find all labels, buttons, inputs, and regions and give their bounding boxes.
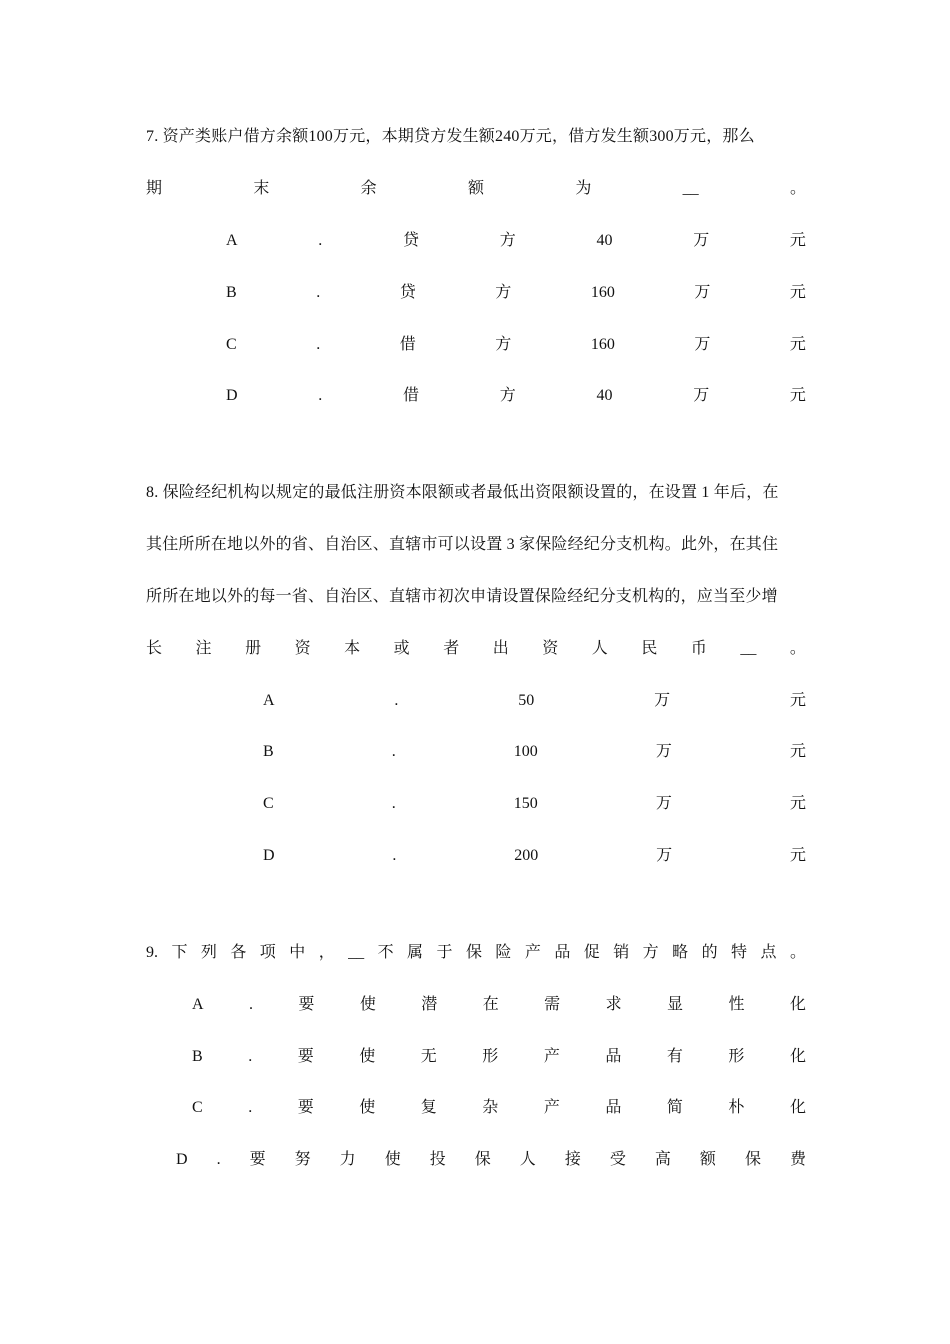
- text-token: 方: [495, 284, 512, 301]
- text-token: A: [192, 996, 204, 1013]
- q7-option-c: [226, 333, 806, 357]
- text-token: B: [263, 743, 274, 760]
- text-token: 借: [403, 387, 420, 404]
- text-token: 需: [544, 996, 561, 1013]
- text-token: .: [391, 795, 396, 812]
- text-token: .: [316, 336, 321, 353]
- text-token: 元: [789, 847, 806, 864]
- text-token: 杂: [482, 1099, 499, 1116]
- text-token: 略: [672, 944, 689, 961]
- text-token: 化: [789, 1048, 806, 1065]
- text-token: 中: [289, 944, 306, 961]
- text-token: 要: [297, 1099, 314, 1116]
- text-token: .: [248, 1048, 253, 1065]
- text-token: 特: [731, 944, 748, 961]
- text-token: 资: [294, 640, 311, 657]
- text-token: 努: [294, 1151, 311, 1168]
- text-token: 40: [596, 387, 613, 404]
- q7-option-d: [226, 384, 806, 408]
- text-token: B: [192, 1048, 203, 1065]
- text-token: 无: [420, 1048, 437, 1065]
- text-token: 要: [249, 1151, 266, 1168]
- text-token: B: [226, 284, 237, 301]
- text-token: 150: [513, 795, 538, 812]
- text-token: 促: [583, 944, 600, 961]
- text-token: A: [226, 232, 238, 249]
- text-token: 元: [789, 232, 806, 249]
- text-token: 不: [377, 944, 394, 961]
- text-token: 化: [789, 1099, 806, 1116]
- text-token: C: [226, 336, 237, 353]
- text-token: .: [394, 692, 399, 709]
- q9-option-a: [192, 993, 806, 1017]
- text-token: D: [176, 1151, 188, 1168]
- answer-blank: __: [682, 180, 699, 197]
- answer-blank: __: [348, 944, 365, 961]
- text-token: 万: [655, 743, 672, 760]
- text-token: 的: [701, 944, 718, 961]
- text-token: 元: [789, 387, 806, 404]
- text-token: 项: [259, 944, 276, 961]
- text-token: 性: [728, 996, 745, 1013]
- text-token: .: [318, 387, 323, 404]
- text-token: 出: [492, 640, 509, 657]
- text-token: 化: [789, 996, 806, 1013]
- text-token: ，: [318, 944, 335, 961]
- text-token: 160: [590, 284, 615, 301]
- text-token: 为: [575, 180, 592, 197]
- text-token: 方: [495, 336, 512, 353]
- text-token: 高: [654, 1151, 671, 1168]
- text-token: 万: [656, 847, 673, 864]
- text-token: 于: [436, 944, 453, 961]
- text-token: 贷: [403, 232, 420, 249]
- text-token: 万: [694, 284, 711, 301]
- text-token: .: [248, 1099, 253, 1116]
- text-token: .: [248, 996, 253, 1013]
- text-token: 使: [384, 1151, 401, 1168]
- text-token: 注: [195, 640, 212, 657]
- q8-option-b: [263, 740, 806, 764]
- text-token: 点: [760, 944, 777, 961]
- text-token: 复: [420, 1099, 437, 1116]
- text-token: 费: [789, 1151, 806, 1168]
- text-token: 各: [230, 944, 247, 961]
- text-token: 产: [543, 1048, 560, 1065]
- text-token: C: [192, 1099, 203, 1116]
- text-token: 期: [146, 180, 163, 197]
- text-token: 受: [609, 1151, 626, 1168]
- text-token: 简: [666, 1099, 683, 1116]
- text-token: 或: [393, 640, 410, 657]
- text-token: 属: [407, 944, 424, 961]
- text-token: 人: [519, 1151, 536, 1168]
- text-token: 余: [360, 180, 377, 197]
- text-token: 万: [693, 232, 710, 249]
- text-token: 9.: [146, 944, 158, 961]
- q8-option-c: [263, 792, 806, 816]
- text-token: 万: [694, 336, 711, 353]
- text-token: 求: [605, 996, 622, 1013]
- text-token: 160: [590, 336, 615, 353]
- text-token: 100: [513, 743, 538, 760]
- text-token: 借: [399, 336, 416, 353]
- q9-option-c: [192, 1096, 806, 1120]
- text-token: 元: [789, 336, 806, 353]
- text-token: .: [391, 743, 396, 760]
- q8-option-a: [263, 689, 806, 713]
- text-token: 贷: [399, 284, 416, 301]
- q9-stem-line-1: [146, 941, 806, 965]
- text-token: 品: [605, 1048, 622, 1065]
- text-token: .: [318, 232, 323, 249]
- text-token: .: [392, 847, 397, 864]
- text-token: 显: [667, 996, 684, 1013]
- text-token: 册: [245, 640, 262, 657]
- q9-option-b: [192, 1045, 806, 1069]
- text-token: 有: [666, 1048, 683, 1065]
- text-token: 者: [443, 640, 460, 657]
- text-token: 。: [789, 640, 806, 657]
- text-token: 产: [524, 944, 541, 961]
- q7-option-a: [226, 229, 806, 253]
- text-token: 元: [789, 692, 806, 709]
- text-token: D: [226, 387, 238, 404]
- text-token: 元: [789, 743, 806, 760]
- text-token: 40: [596, 232, 613, 249]
- text-token: 品: [605, 1099, 622, 1116]
- text-token: 接: [564, 1151, 581, 1168]
- text-token: .: [316, 284, 321, 301]
- text-token: 下: [171, 944, 188, 961]
- text-token: 长: [146, 640, 163, 657]
- text-token: 人: [591, 640, 608, 657]
- text-token: 币: [690, 640, 707, 657]
- text-token: 保: [744, 1151, 761, 1168]
- text-token: 保: [474, 1151, 491, 1168]
- text-token: 险: [495, 944, 512, 961]
- text-token: 额: [467, 180, 484, 197]
- text-token: C: [263, 795, 274, 812]
- q7-stem-line-2: [146, 177, 806, 201]
- text-token: 使: [359, 996, 376, 1013]
- text-token: 。: [789, 180, 806, 197]
- text-token: 资: [542, 640, 559, 657]
- text-token: 销: [613, 944, 630, 961]
- text-token: 元: [789, 284, 806, 301]
- text-token: 末: [253, 180, 270, 197]
- text-token: 民: [641, 640, 658, 657]
- text-token: 50: [518, 692, 535, 709]
- text-token: 在: [482, 996, 499, 1013]
- text-token: 投: [429, 1151, 446, 1168]
- text-token: 万: [654, 692, 671, 709]
- text-token: 。: [789, 944, 806, 961]
- text-token: 使: [359, 1048, 376, 1065]
- q7-stem-line-1: 7. 资产类账户借方余额100万元，本期贷方发生额240万元，借方发生额300万元，那么: [146, 128, 755, 145]
- answer-blank: __: [740, 640, 757, 657]
- text-token: 朴: [728, 1099, 745, 1116]
- text-token: 要: [297, 1048, 314, 1065]
- text-token: 200: [514, 847, 539, 864]
- text-token: 潜: [421, 996, 438, 1013]
- text-token: 万: [655, 795, 672, 812]
- text-token: .: [216, 1151, 221, 1168]
- text-token: 要: [298, 996, 315, 1013]
- text-token: 使: [359, 1099, 376, 1116]
- text-token: 万: [693, 387, 710, 404]
- text-token: 额: [699, 1151, 716, 1168]
- text-token: 保: [465, 944, 482, 961]
- q8-option-d: [263, 844, 806, 868]
- text-token: 列: [200, 944, 217, 961]
- text-token: 本: [344, 640, 361, 657]
- q7-option-b: [226, 281, 806, 305]
- text-token: 形: [728, 1048, 745, 1065]
- text-token: 形: [482, 1048, 499, 1065]
- text-token: 方: [499, 387, 516, 404]
- text-token: 元: [789, 795, 806, 812]
- text-token: D: [263, 847, 275, 864]
- q9-option-d: [176, 1148, 806, 1172]
- text-token: 品: [554, 944, 571, 961]
- q8-stem-line-2: 其住所所在地以外的省、自治区、直辖市可以设置 3 家保险经纪分支机构。此外，在其住: [146, 536, 779, 553]
- text-token: 力: [339, 1151, 356, 1168]
- q8-stem-line-1: 8. 保险经纪机构以规定的最低注册资本限额或者最低出资限额设置的，在设置 1 年后，在: [146, 484, 779, 501]
- q8-stem-line-3: 所所在地以外的每一省、自治区、直辖市初次申请设置保险经纪分支机构的，应当至少增: [146, 588, 778, 605]
- text-token: 产: [543, 1099, 560, 1116]
- text-token: A: [263, 692, 275, 709]
- q8-stem-line-4: [146, 637, 806, 661]
- text-token: 方: [642, 944, 659, 961]
- text-token: 方: [499, 232, 516, 249]
